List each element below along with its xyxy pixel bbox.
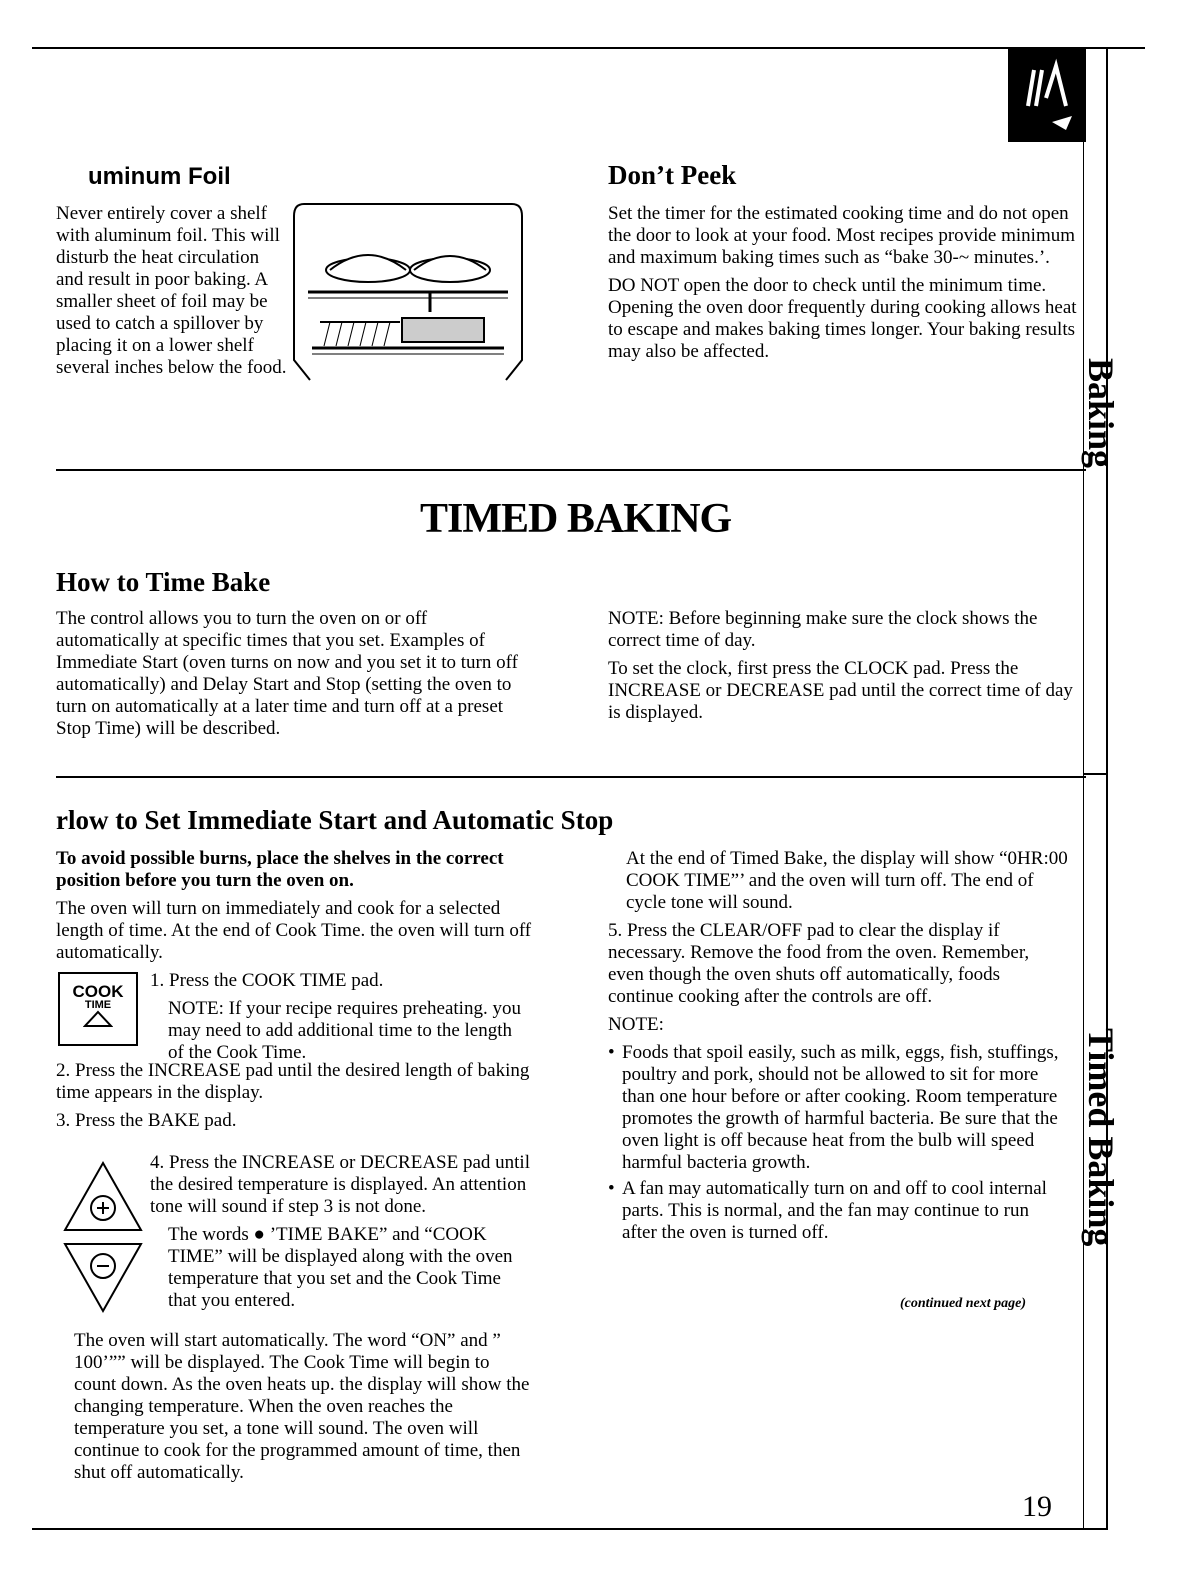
tab-divider [1083, 773, 1108, 775]
step-3: 3. Press the BAKE pad. [56, 1110, 237, 1131]
oven-start-description: The oven will start automatically. The word “ON” and ” 100’”” will be displayed. The Cook Time will begin to count down. As the oven heats up. the display will show the changing temperature. When the oven reaches the temperature you set, a tone will sound. The oven will continue to cook for the programmed amount of time, then shut off automatically. [74, 1330, 530, 1483]
corner-logo [1008, 48, 1086, 142]
section-rule-1 [56, 469, 1086, 471]
bullet-food-safety-text: Foods that spoil easily, such as milk, eggs, fish, stuffings, poultry and pork, should not be allowed to sit for more than one hour before or after cooking. Room temperature promotes the growth of harmful bacteria. Be sure that the oven light is off because heat from the bulb will speed harmful bacteria growth. [622, 1042, 1059, 1173]
cook-pad-label: COOK [72, 982, 124, 1001]
steps-2-3 [56, 1060, 536, 1138]
dont-peek-paragraph-1: Set the timer for the estimated cooking time and do not open the door to look at your food. Most recipes provide minimum and maximum baking times such as “bake 30-~ minutes.’. [608, 203, 1076, 268]
page-number: 19 [1022, 1490, 1052, 1523]
decrease-pad-icon [62, 1240, 144, 1314]
right-margin-rule-inner [1083, 140, 1084, 1530]
bottom-rule [32, 1528, 1108, 1530]
foil-title: uminum Foil [88, 163, 231, 190]
oven-tab-icon [1008, 48, 1086, 142]
step-1: 1. Press the COOK TIME pad. [150, 970, 384, 991]
page-title: TIMED BAKING [420, 496, 732, 542]
cook-time-pad-icon [58, 972, 138, 1046]
immediate-heading: rlow to Set Immediate Start and Automatic Stop [56, 805, 614, 835]
how-to-heading: How to Time Bake [56, 567, 271, 597]
continued-next-page: (continued next page) [900, 1296, 1026, 1311]
set-clock-instructions: To set the clock, first press the CLOCK pad. Press the INCREASE or DECREASE pad until the correct time of day is displayed. [608, 658, 1073, 723]
right-margin-rule [1106, 47, 1108, 1529]
burn-warning: To avoid possible burns, place the shelves in the correct position before you turn the oven on. [56, 848, 504, 891]
dont-peek-body [608, 203, 1078, 369]
dont-peek-paragraph-2: DO NOT open the door to check until the minimum time. Opening the oven door frequently during cooking allows heat to escape and makes baking times longer. Your baking results may also be affected. [608, 275, 1077, 362]
note-bullet-fan [608, 1178, 1068, 1244]
step-4: 4. Press the INCREASE or DECREASE pad until the desired temperature is displayed. An attention tone will sound if step 3 is not done. [150, 1152, 530, 1217]
bullet-dot: • [608, 1178, 615, 1199]
note-bullet-food-safety [608, 1042, 1068, 1174]
foil-heading [88, 160, 231, 192]
immediate-right-column [608, 848, 1068, 1248]
clock-note: NOTE: Before beginning make sure the clock shows the correct time of day. [608, 608, 1038, 651]
foil-body: Never entirely cover a shelf with aluminum foil. This will disturb the heat circulation and result in poor baking. A smaller sheet of foil may be used to catch a spillover by placing it on a lower shelf several inches below the food. [56, 203, 287, 378]
step-5: 5. Press the CLEAR/OFF pad to clear the display if necessary. Remove the food from the oven. Remember, even though the oven shuts off automatically, foods continue cooking after the controls are off. [608, 920, 1030, 1007]
bullet-fan-text: A fan may automatically turn on and off to cool internal parts. This is normal, and the fan may continue to run after the oven is turned off. [622, 1178, 1047, 1243]
side-tab-baking: Baking [1081, 358, 1121, 469]
increase-pad-icon [62, 1160, 144, 1234]
cook-pad-sublabel: TIME [84, 999, 112, 1011]
oven-shelf-illustration [290, 200, 526, 388]
bullet-dot: • [608, 1042, 615, 1063]
step-1-block [150, 970, 530, 1070]
how-to-notes [608, 608, 1078, 730]
step-2: 2. Press the INCREASE pad until the desired length of baking time appears in the display. [56, 1060, 530, 1103]
immediate-left-column [56, 848, 536, 970]
step-4-display-words: The words ● ’TIME BAKE” and “COOK TIME” will be displayed along with the oven temperature that you set and the Cook Time that you entered. [168, 1224, 513, 1311]
warning-triangle-icon [83, 1010, 113, 1028]
how-to-body: The control allows you to turn the oven on or off automatically at specific times that you set. Examples of Immediate Start (oven turns on now and you set it to turn off automatically) and Delay Start and Stop (setting the oven to turn on automatically at a later time and turn off at a preset Stop Time) will be described. [56, 608, 518, 739]
step-4-block [150, 1152, 530, 1318]
end-of-timed-bake: At the end of Timed Bake, the display will show “0HR:00 COOK TIME”’ and the oven will turn off. The end of cycle tone will sound. [626, 848, 1068, 913]
step-1-note: NOTE: If your recipe requires preheating. you may need to add additional time to the length of the Cook Time. [168, 998, 521, 1063]
dont-peek-heading: Don’t Peek [608, 160, 737, 190]
note-label: NOTE: [608, 1014, 664, 1035]
section-rule-2 [56, 776, 1086, 778]
side-tab-timed-baking: Timed Baking [1081, 1028, 1121, 1247]
top-rule [32, 47, 1145, 49]
immediate-intro: The oven will turn on immediately and cook for a selected length of time. At the end of Cook Time. the oven will turn off automatically. [56, 898, 532, 963]
